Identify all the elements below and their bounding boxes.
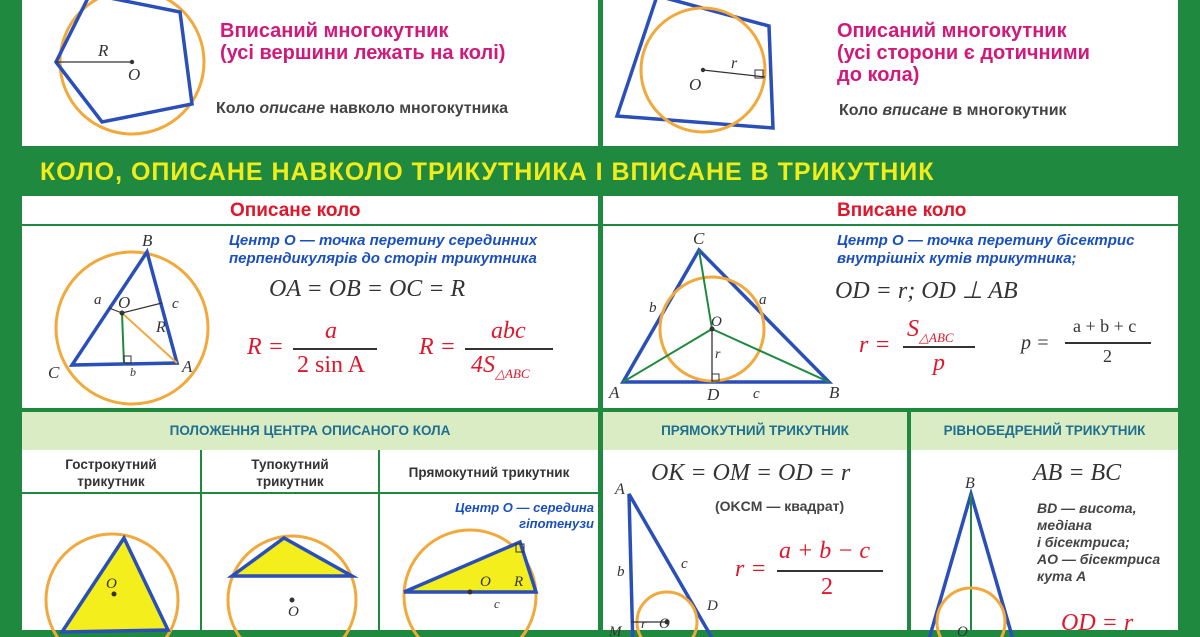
label-O: O xyxy=(957,624,968,637)
formula-numerator xyxy=(907,316,954,346)
right-triangle-note: (OKCM — квадрат) xyxy=(715,498,845,514)
incircle-figure xyxy=(603,226,843,408)
panel-right-triangle xyxy=(603,412,907,637)
label-R: R xyxy=(98,41,109,60)
label-O: O xyxy=(689,75,702,94)
label-R: R xyxy=(514,574,524,590)
inscribed-polygon-figure xyxy=(42,0,222,146)
isosceles-equality: AB = BC xyxy=(1033,460,1122,486)
formula-numerator: a + b + c xyxy=(1073,316,1137,336)
formula-denominator: 2 xyxy=(1103,346,1112,366)
inscribed-polygon-note xyxy=(216,100,508,118)
section-banner xyxy=(22,152,1178,192)
right-triangle-equality: OK = OM = OD = r xyxy=(651,460,851,486)
label-M: M xyxy=(609,624,622,637)
circumcircle-header: Описане коло xyxy=(230,200,361,221)
right-note: Центр O — середина гіпотенузи xyxy=(455,500,594,531)
isosceles-figure xyxy=(911,450,1031,637)
circumscribed-polygon-figure xyxy=(603,0,793,146)
label-D: D xyxy=(707,385,720,404)
label-B: B xyxy=(142,231,153,250)
circumcircle-figure xyxy=(32,226,232,406)
panel-inscribed-polygon xyxy=(22,0,598,146)
fraction-bar xyxy=(465,348,553,350)
label-C: C xyxy=(693,229,705,248)
center-position-header: ПОЛОЖЕННЯ ЦЕНТРА ОПИСАНОГО КОЛА xyxy=(169,423,451,438)
banner-title: КОЛО, ОПИСАНЕ НАВКОЛО ТРИКУТНИКА І ВПИСАНЕ В ТРИКУТНИК xyxy=(40,158,935,186)
den-sub: △ABC xyxy=(495,365,530,381)
circumcircle-equality: OA = OB = OC = R xyxy=(269,276,466,302)
formula-p xyxy=(1021,316,1171,376)
panel-circumscribed-polygon xyxy=(603,0,1178,146)
label-r: r xyxy=(715,347,721,362)
incircle-header: Вписане коло xyxy=(837,200,967,221)
label-O: O xyxy=(106,576,117,592)
isosceles-bar xyxy=(911,412,1178,450)
center-position-bar xyxy=(22,412,598,450)
formula-left: R = xyxy=(419,334,456,360)
formula-numerator: a xyxy=(325,318,337,344)
formula-numerator: a + b − c xyxy=(779,538,871,564)
circumscribed-polygon-note xyxy=(839,102,1067,120)
panel-center-position xyxy=(22,412,598,630)
isosceles-note: BD — висота, медіана і бісектриса; AO — бісектриса кута A xyxy=(1037,500,1161,584)
acute-label: Гострокутний трикутник xyxy=(65,457,157,489)
circumscribed-polygon-title: Описаний многокутник (усі сторони є дотичними до кола) xyxy=(837,20,1090,86)
note-prefix: Коло xyxy=(839,102,883,119)
note-suffix: в многокутник xyxy=(947,102,1067,119)
fraction-bar xyxy=(903,346,975,348)
subheader-divider xyxy=(22,492,598,494)
label-c: c xyxy=(172,296,179,312)
formula-left: R = xyxy=(247,334,284,360)
formula-numerator: abc xyxy=(491,318,526,344)
formula-denominator: p xyxy=(933,350,945,376)
label-A: A xyxy=(182,357,193,376)
label-a: a xyxy=(759,292,767,308)
fraction-bar xyxy=(1065,342,1151,344)
label-b: b xyxy=(130,365,136,379)
label-C: C xyxy=(48,363,60,382)
label-O: O xyxy=(288,604,299,620)
incircle-description: Центр O — точка перетину бісектрис внутрішніх кутів трикутника; xyxy=(837,232,1135,267)
inscribed-polygon-title: Вписаний многокутник (усі вершини лежать на колі) xyxy=(220,20,506,64)
panel-circumcircle xyxy=(22,196,598,408)
label-b: b xyxy=(617,564,625,580)
formula-left: r = xyxy=(735,556,767,582)
label-O: O xyxy=(659,616,670,632)
label-r: r xyxy=(641,617,647,632)
obtuse-figure xyxy=(202,530,378,630)
right-triangle-header: ПРЯМОКУТНИЙ ТРИКУТНИК xyxy=(661,423,849,438)
formula-left: p = xyxy=(1021,332,1050,354)
fraction-bar xyxy=(293,348,377,350)
note-emphasis: описане xyxy=(259,100,325,117)
note-suffix: навколо многокутника xyxy=(325,100,509,117)
isosceles-header: РІВНОБЕДРЕНИЙ ТРИКУТНИК xyxy=(943,423,1146,438)
circumcircle-description: Центр O — точка перетину серединних перпендикулярів до сторін трикутника xyxy=(229,232,538,267)
formula-denominator: 2 sin A xyxy=(297,352,366,378)
label-O: O xyxy=(711,314,722,330)
label-O: O xyxy=(118,293,131,312)
formula-r-right xyxy=(735,538,895,602)
label-O: O xyxy=(480,574,491,590)
label-R: R xyxy=(156,319,166,336)
right-triangle-bar xyxy=(603,412,907,450)
label-A: A xyxy=(615,481,625,498)
num-sub: △ABC xyxy=(919,329,954,345)
label-D: D xyxy=(707,598,718,614)
label-r: r xyxy=(731,55,738,72)
obtuse-label: Тупокутний трикутник xyxy=(251,457,329,489)
num-main: S xyxy=(907,316,919,342)
incircle-equality: OD = r; OD ⊥ AB xyxy=(835,278,1018,304)
label-c: c xyxy=(494,596,500,611)
fraction-bar xyxy=(777,570,883,572)
label-B: B xyxy=(829,383,840,402)
label-A: A xyxy=(609,383,620,402)
label-c: c xyxy=(753,386,760,402)
isosceles-bottom-eq: OD = r xyxy=(1061,610,1134,636)
formula-left: r = xyxy=(859,332,891,358)
formula-R-area xyxy=(419,318,559,381)
label-b: b xyxy=(649,300,657,316)
den-main: 4S xyxy=(471,352,495,378)
formula-R-sine xyxy=(247,318,377,378)
right-figure xyxy=(380,530,598,630)
panel-incircle xyxy=(603,196,1178,408)
label-c: c xyxy=(681,556,688,572)
label-B: B xyxy=(965,475,975,492)
note-prefix: Коло xyxy=(216,100,260,117)
label-a: a xyxy=(94,292,102,308)
acute-figure xyxy=(22,530,200,630)
right-label: Прямокутний трикутник xyxy=(408,465,570,480)
note-emphasis: вписане xyxy=(882,102,948,119)
formula-denominator: 2 xyxy=(821,574,833,600)
formula-denominator xyxy=(471,352,530,382)
label-O: O xyxy=(128,65,141,84)
formula-r-area xyxy=(859,316,979,378)
panel-isosceles xyxy=(911,412,1178,637)
